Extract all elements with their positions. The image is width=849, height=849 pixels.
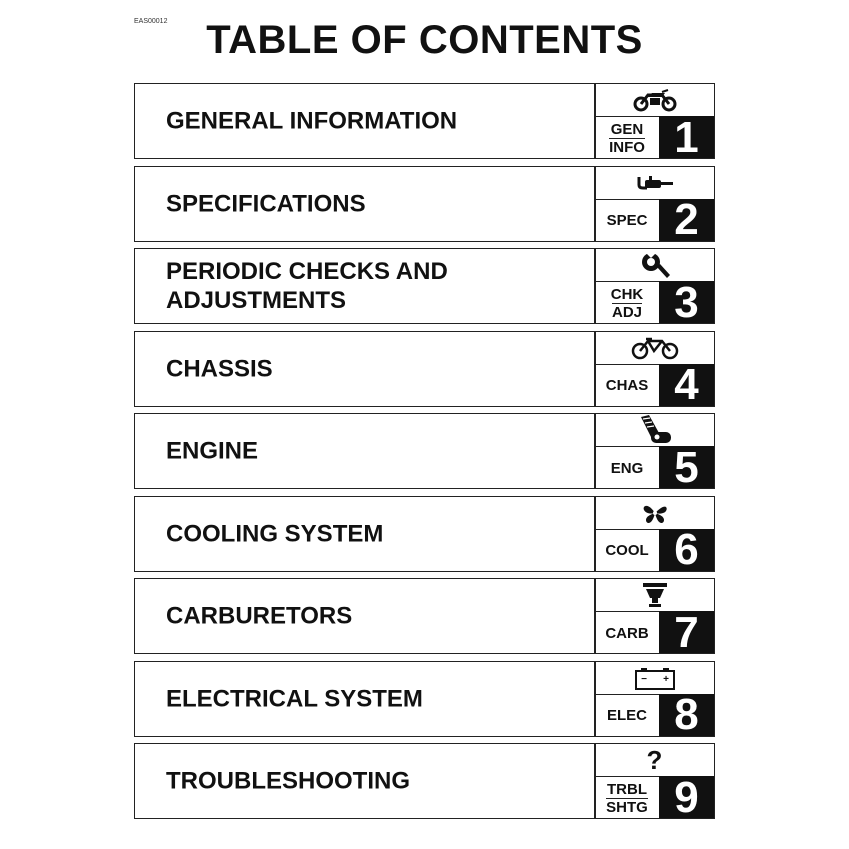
section-number: 5 (659, 446, 714, 489)
abbr-line-1: ENG (610, 459, 644, 477)
toc-row-chassis[interactable] (134, 331, 715, 407)
table-of-contents (134, 83, 715, 826)
section-tab[interactable] (594, 578, 715, 654)
question-icon (595, 744, 714, 776)
section-title: PERIODIC CHECKS AND ADJUSTMENTS (166, 258, 448, 314)
section-title: ENGINE (166, 437, 259, 465)
document-code: EAS00012 (134, 18, 168, 25)
section-tab[interactable] (594, 661, 715, 737)
section-number: 4 (659, 364, 714, 407)
abbr-line-2: ADJ (611, 303, 642, 321)
section-title: ELECTRICAL SYSTEM (166, 685, 423, 712)
abbr-line-1: CHK (610, 285, 644, 303)
section-number: 8 (659, 694, 714, 737)
piston-icon (595, 414, 714, 446)
section-tab[interactable] (594, 743, 715, 819)
battery-icon (595, 662, 714, 694)
abbr-line-1: ELEC (606, 707, 647, 724)
section-label-box (134, 578, 596, 654)
abbr-line-1: GEN (610, 120, 644, 138)
section-label-box (134, 166, 596, 242)
section-number: 2 (659, 199, 714, 242)
abbr-line-1: COOL (605, 542, 649, 559)
abbr-line-1: TRBL (607, 780, 647, 798)
toc-row-electrical-system[interactable] (134, 661, 715, 737)
section-number: 1 (659, 116, 714, 159)
section-tab[interactable] (594, 413, 715, 489)
section-abbreviation (595, 529, 659, 572)
section-label-box (134, 743, 596, 819)
section-tab[interactable] (594, 331, 715, 407)
bicycle-frame-icon (595, 332, 714, 364)
section-label-box (134, 413, 596, 489)
section-abbreviation (595, 116, 659, 159)
fan-icon (595, 497, 714, 529)
abbr-line-2: SHTG (606, 798, 648, 816)
caliper-icon (595, 167, 714, 199)
toc-row-periodic-checks[interactable] (134, 248, 715, 324)
toc-row-carburetors[interactable] (134, 578, 715, 654)
section-abbreviation (595, 364, 659, 407)
abbr-line-1: CHAS (605, 377, 649, 394)
section-number: 6 (659, 529, 714, 572)
section-tab[interactable] (594, 166, 715, 242)
section-abbreviation (595, 199, 659, 242)
abbr-line-2: INFO (609, 138, 645, 156)
section-label-box (134, 248, 596, 324)
section-label-box (134, 331, 596, 407)
page-title: TABLE OF CONTENTS (206, 18, 643, 62)
section-abbreviation (595, 446, 659, 489)
toc-row-troubleshooting[interactable] (134, 743, 715, 819)
abbr-line-1: CARB (605, 624, 649, 642)
section-title: CARBURETORS (166, 602, 353, 630)
wrench-icon (595, 249, 714, 281)
section-title: CHASSIS (166, 355, 273, 382)
section-label-box (134, 496, 596, 572)
toc-row-specifications[interactable] (134, 166, 715, 242)
section-title: TROUBLESHOOTING (166, 767, 410, 795)
section-tab[interactable] (594, 248, 715, 324)
motorcycle-icon (595, 84, 714, 116)
section-tab[interactable] (594, 83, 715, 159)
section-label-box (134, 661, 596, 737)
section-abbreviation (595, 611, 659, 654)
section-label-box (134, 83, 596, 159)
section-title: SPECIFICATIONS (166, 190, 366, 217)
section-title: GENERAL INFORMATION (166, 107, 458, 135)
toc-row-engine[interactable] (134, 413, 715, 489)
battery-plus-sign: + (662, 673, 669, 685)
section-abbreviation (595, 281, 659, 324)
section-abbreviation (595, 776, 659, 819)
toc-row-general-information[interactable] (134, 83, 715, 159)
abbr-line-1: SPEC (606, 212, 648, 229)
question-mark-glyph: ? (646, 745, 663, 775)
section-number: 7 (659, 611, 714, 654)
carburetor-icon (595, 579, 714, 611)
section-number: 3 (659, 281, 714, 324)
section-number: 9 (659, 776, 714, 819)
section-tab[interactable] (594, 496, 715, 572)
section-abbreviation (595, 694, 659, 737)
battery-minus-sign: − (640, 673, 647, 685)
section-title: COOLING SYSTEM (166, 520, 384, 547)
toc-row-cooling-system[interactable] (134, 496, 715, 572)
